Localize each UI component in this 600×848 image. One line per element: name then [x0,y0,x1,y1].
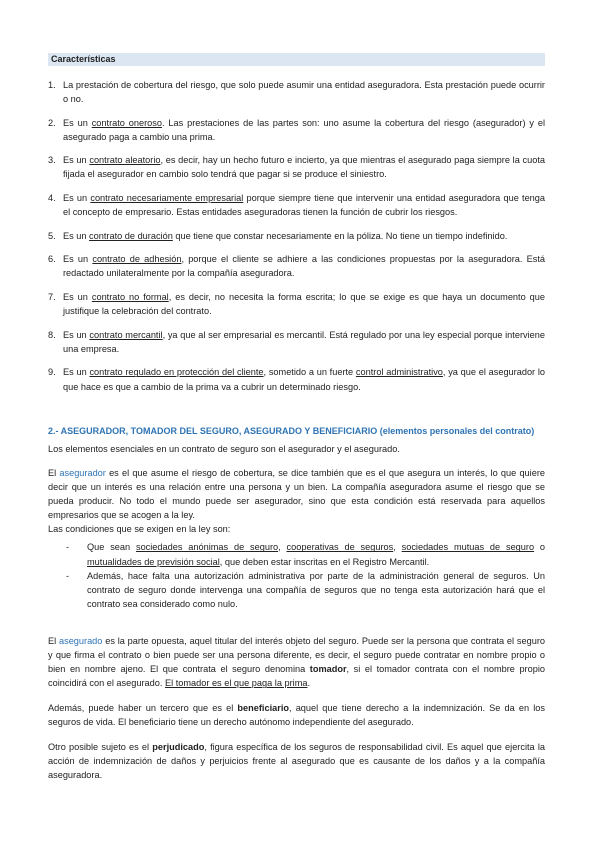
text-run: Que sean [87,542,136,553]
item-text [63,191,545,219]
underlined-term: cooperativas de seguros [286,542,394,553]
text-run: porque siempre tiene que intervenir una entidad aseguradora que tenga el concepto de empresario. Estas entidades aseguradoras tienen la función de cubrir los riesgos. [63,193,546,218]
item-number: 3. [48,155,56,166]
text-run: es la parte opuesta, aquel titular del interés objeto del seguro. Puede ser la persona que contrata el seguro y que firma el contrato o bien puede ser una persona diferente, es decir, el seguro puede contratar en nombre propio o bien en nombre ajeno. El que contrata el seguro denomina [48,636,545,675]
text-run: Es un [63,117,92,128]
item-number: 2. [48,117,56,128]
item-text [87,569,545,611]
item-number: 7. [48,292,56,303]
text-run: . Las prestaciones de las partes son: uno asume la cobertura del riesgo (asegurador) y el asegurado paga a cambio una prima. [63,117,546,142]
list-item [48,328,545,356]
underlined-term: contrato oneroso [91,117,162,128]
underlined-term: contrato mercantil [89,329,163,340]
section-title: Características [51,54,116,64]
text-run: , es decir, no necesita la forma escrita; lo que se exige es que haya un documento que justifique la celebración del contrato. [63,292,545,317]
underlined-term: contrato de adhesión [92,254,182,265]
intro-paragraph [48,442,545,456]
text-run: que tiene que constar necesariamente en la póliza. No tiene un tiempo indefinido. [172,230,508,241]
text-run: Además, hace falta una autorización administrativa por parte de la administración general de seguros. Un contrato de seguro donde intervenga una compañía de seguros que no tenga esta autorización hará que el contrato sea considerado como nulo. [87,570,545,609]
underlined-term: control administrativo [355,367,443,378]
list-item [48,252,545,280]
text-run: , sometido a un fuerte [263,367,356,378]
list-item [48,191,545,219]
text-run: Es un [63,329,90,340]
item-number: 9. [48,367,56,378]
list-item [48,116,545,144]
section-title-bar [48,53,545,66]
item-text [63,328,545,356]
underlined-term: contrato no formal [91,292,169,303]
section-heading: 2.- ASEGURADOR, TOMADOR DEL SEGURO, ASEGURADO Y BENEFICIARIO (elementos personales del contrato) [48,426,535,436]
item-number: 4. [48,193,56,204]
item-text [63,116,545,144]
text-run: . [307,678,311,689]
text-run: Es un [63,367,90,378]
text-run: Es un [63,292,92,303]
dash-bullet: - [66,542,70,553]
bold-term: perjudicado [152,742,205,752]
text-run: El [48,636,59,646]
list-item [48,365,545,393]
item-number: 8. [48,329,56,340]
underlined-term: mutualidades de previsión social [87,556,220,567]
conditions-list [48,540,545,610]
beneficiario-block [48,701,545,729]
item-text [87,540,545,568]
list-item [48,229,545,243]
text-run: , [393,542,402,553]
dash-bullet: - [66,570,70,581]
item-number: 5. [48,230,56,241]
bold-term: beneficiario [237,703,289,713]
item-text [63,252,545,280]
text-run: , porque el cliente se adhiere a las condiciones propuestas por la aseguradora. Está redactado unilateralmente por la compañía aseguradora. [63,254,545,279]
asegurado-block [48,634,545,690]
item-text [63,78,545,106]
text-run: Es un [63,155,90,166]
list-item [48,78,545,106]
item-text [63,290,545,318]
item-text [63,229,545,243]
highlighted-term: asegurador [59,468,106,478]
list-item [48,540,545,568]
underlined-term: sociedades anónimas de seguro [135,542,279,553]
list-item [48,153,545,181]
text-run: , es decir, hay un hecho futuro e incierto, ya que mientras el asegurado paga siempre la cuota fijada el asegurador en cambio solo tendrá que pagar si se produce el siniestro. [63,155,545,180]
text-run: Es un [63,254,93,265]
text-run: , aquel que tiene derecho a la indemnización. Se da en los seguros de vida. El beneficiario tiene un derecho autónomo independiente del asegurado. [48,703,545,728]
list-item [48,290,545,318]
underlined-term: contrato aleatorio [89,155,161,166]
underlined-term: contrato de duración [89,230,173,241]
text-run: Es un [63,230,90,241]
text-run: o [534,542,546,553]
underlined-term: sociedades mutuas de seguro [401,542,535,553]
underlined-term: contrato regulado en protección del cliente [89,367,264,378]
characteristics-list [48,78,545,403]
text-run: , si el tomador contrata con el nombre propio coincidirá con el asegurado. [48,664,545,689]
conditions-intro: Las condiciones que se exigen en la ley son: [48,524,231,535]
underlined-term: El tomador es el que paga la prima [164,678,308,689]
text-run: Es un [63,193,91,204]
asegurador-block [48,466,545,611]
text-run: Otro posible sujeto es el [48,742,153,752]
perjudicado-paragraph [48,740,545,782]
text-run: Además, puede haber un tercero que es el [48,703,238,713]
text-run: , figura específica de los seguros de responsabilidad civil. Es aquel que ejercita la acción de indemnización de daños y perjuicios frente al asegurado que es causante de los daños y a la compañía aseguradora. [48,742,545,781]
item-text [63,153,545,181]
bold-term: tomador [309,664,347,675]
text-run: es el que asume el riesgo de cobertura, se dice también que es el que asegura un interés, lo que quiere decir que un interés es una relación entre una persona y un bien. La compañía aseguradora asume el riesgo que se pueda producir. No todo el mundo puede ser asegurador, sino que esta condición está reservada para aquellos empresarios que se acogen a la ley. [48,468,545,521]
text-run: , [278,542,287,553]
beneficiario-paragraph [48,701,545,729]
text-run: , que deben estar inscritas en el Registro Mercantil. [219,556,430,567]
text-run: , ya que el asegurador lo que hace es que a cambio de la prima va a cubrir un determinado riesgo. [63,367,546,392]
underlined-term: contrato necesariamente empresarial [90,193,244,204]
asegurado-paragraph [48,634,545,690]
item-number: 1. [48,80,56,90]
text-run: La prestación de cobertura del riesgo, que solo puede asumir una entidad aseguradora. Esta prestación puede ocurrir o no. [63,80,545,105]
text-run: , ya que al ser empresarial es mercantil. Está regulado por una ley especial porque interviene una empresa. [63,329,545,354]
intro-text: Los elementos esenciales en un contrato de seguro son el asegurador y el asegurado. [48,444,400,454]
item-text [63,365,545,393]
asegurador-paragraph [48,466,545,522]
highlighted-term: asegurado [58,636,103,646]
perjudicado-block [48,740,545,782]
list-item [48,569,545,611]
text-run: El [48,468,60,478]
item-number: 6. [48,254,56,265]
